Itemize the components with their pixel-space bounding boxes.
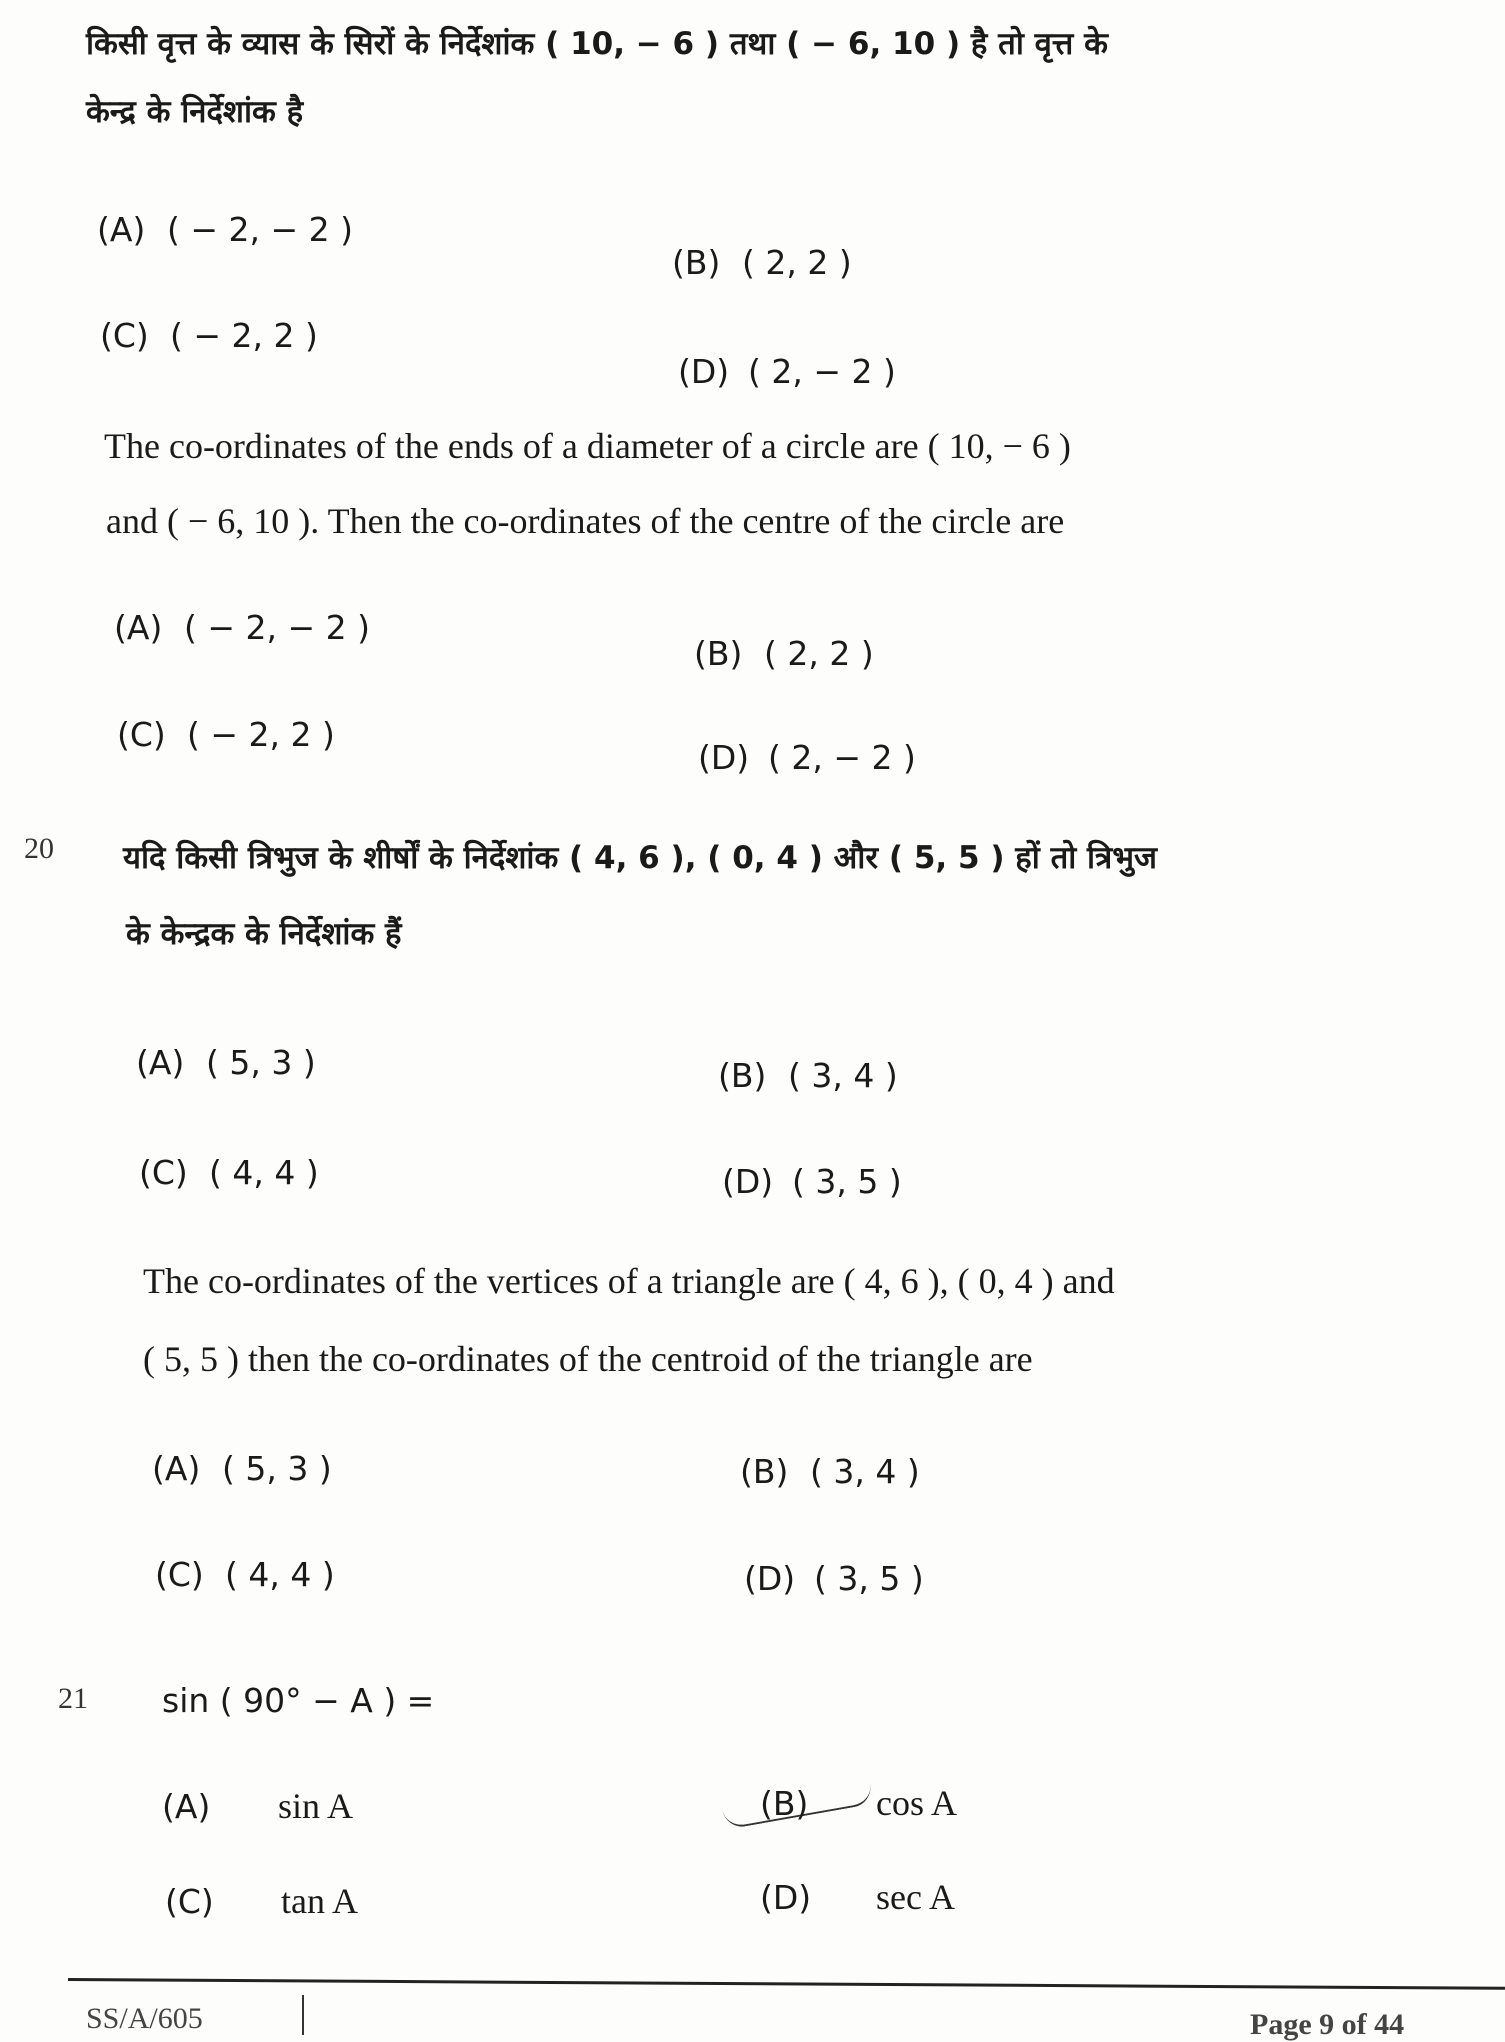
option-label: (B): [718, 1056, 767, 1095]
q19-english-line1: The co-ordinates of the ends of a diameter of a circle are ( 10, − 6 ): [104, 426, 1071, 466]
q20-hindi-line1: यदि किसी त्रिभुज के शीर्षों के निर्देशांक ( 4, 6 ), ( 0, 4 ) और ( 5, 5 ) हों तो त्रिभुज: [123, 840, 1157, 876]
option-value: cos A: [876, 1783, 957, 1823]
option-label: (D): [760, 1878, 812, 1917]
option-label: (B): [740, 1452, 789, 1491]
option-value: ( − 2, 2 ): [170, 316, 318, 355]
q20-number: 20: [24, 832, 54, 865]
option-value: ( 4, 4 ): [209, 1153, 319, 1192]
option-label: (C): [139, 1153, 188, 1192]
q21-option-b: [760, 1782, 957, 1824]
option-label: (C): [117, 715, 166, 754]
option-label: (C): [165, 1882, 214, 1921]
option-label: (D): [698, 738, 750, 777]
q20-hindi-line2: के केन्द्रक के निर्देशांक हैं: [126, 916, 402, 952]
footer-rule: [68, 1978, 1505, 1990]
option-value: ( 2, − 2 ): [768, 738, 916, 777]
option-value: tan A: [281, 1881, 358, 1921]
q20-hindi-option-a: [136, 1043, 316, 1082]
option-label: (A): [152, 1449, 201, 1488]
option-value: ( 3, 4 ): [810, 1452, 920, 1491]
option-value: ( 2, − 2 ): [748, 352, 896, 391]
q21-number: 21: [58, 1682, 88, 1715]
option-label: (D): [744, 1559, 796, 1598]
option-label: (B): [760, 1784, 809, 1823]
option-label: (B): [694, 634, 743, 673]
q20-hindi-option-b: [718, 1056, 898, 1095]
option-label: (D): [678, 352, 730, 391]
q20-english-line1: The co-ordinates of the vertices of a triangle are ( 4, 6 ), ( 0, 4 ) and: [143, 1261, 1115, 1301]
q20-hindi-option-d: [722, 1162, 902, 1201]
q19-english-option-d: [698, 738, 916, 777]
option-label: (C): [155, 1555, 204, 1594]
option-value: ( 3, 5 ): [814, 1559, 924, 1598]
q21-question: sin ( 90° − A ) =: [162, 1681, 435, 1720]
option-value: ( 3, 5 ): [792, 1162, 902, 1201]
q21-option-d: [760, 1876, 955, 1918]
option-label: (A): [114, 608, 163, 647]
option-value: ( 4, 4 ): [225, 1555, 335, 1594]
option-label: (C): [100, 316, 149, 355]
q19-hindi-option-b: [672, 243, 852, 282]
q19-hindi-option-d: [678, 352, 896, 391]
option-value: ( 2, 2 ): [742, 243, 852, 282]
q20-hindi-option-c: [139, 1153, 319, 1192]
q19-english-option-a: [114, 608, 370, 647]
option-value: ( 5, 3 ): [206, 1043, 316, 1082]
option-value: ( 5, 3 ): [222, 1449, 332, 1488]
q20-english-option-c: [155, 1555, 335, 1594]
option-value: ( 2, 2 ): [764, 634, 874, 673]
option-label: (A): [136, 1043, 185, 1082]
option-value: sec A: [876, 1877, 955, 1917]
q21-option-a: [162, 1785, 353, 1827]
q20-english-line2: ( 5, 5 ) then the co-ordinates of the centroid of the triangle are: [143, 1339, 1033, 1379]
q21-option-c: [165, 1880, 358, 1922]
option-label: (A): [162, 1787, 211, 1826]
q20-english-option-d: [744, 1559, 924, 1598]
option-value: ( − 2, − 2 ): [167, 210, 353, 249]
footer-divider: [302, 1995, 304, 2035]
q20-english-option-a: [152, 1449, 332, 1488]
q19-hindi-line2: केन्द्र के निर्देशांक है: [86, 94, 304, 130]
q19-hindi-option-c: [100, 316, 318, 355]
option-label: (A): [97, 210, 146, 249]
q19-hindi-line1: किसी वृत्त के व्यास के सिरों के निर्देशांक ( 10, − 6 ) तथा ( − 6, 10 ) है तो वृत्त के: [86, 26, 1108, 62]
option-label: (D): [722, 1162, 774, 1201]
q19-english-option-c: [117, 715, 335, 754]
q20-english-option-b: [740, 1452, 920, 1491]
option-value: ( 3, 4 ): [788, 1056, 898, 1095]
option-value: sin A: [278, 1786, 354, 1826]
q19-english-option-b: [694, 634, 874, 673]
option-label: (B): [672, 243, 721, 282]
option-value: ( − 2, 2 ): [187, 715, 335, 754]
q19-hindi-option-a: [97, 210, 353, 249]
footer-page-number: Page 9 of 44: [1250, 2008, 1405, 2041]
option-value: ( − 2, − 2 ): [184, 608, 370, 647]
footer-code: SS/A/605: [86, 2002, 203, 2035]
q19-english-line2: and ( − 6, 10 ). Then the co-ordinates of the centre of the circle are: [106, 501, 1065, 541]
